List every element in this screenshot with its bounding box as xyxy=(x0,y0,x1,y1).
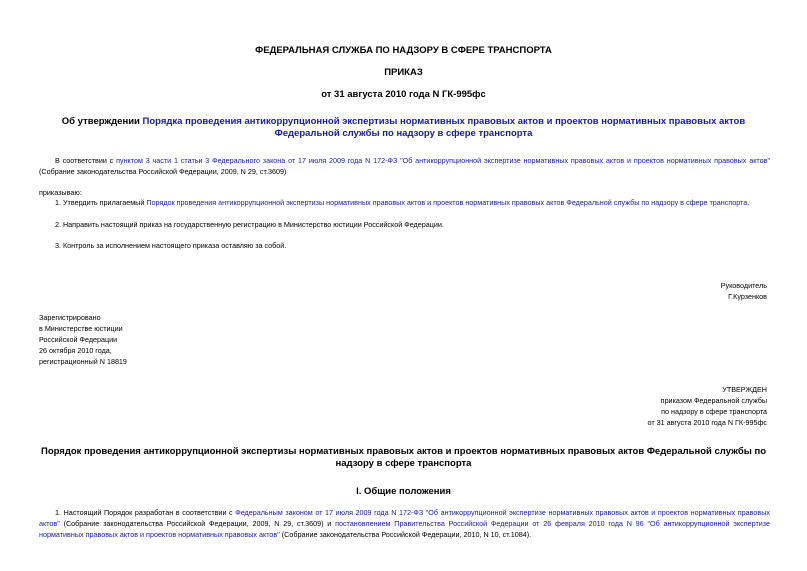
order-word: приказываю: xyxy=(39,188,82,197)
registration-line-3: Российской Федерации xyxy=(39,335,118,344)
doc-type-heading: ПРИКАЗ xyxy=(384,67,423,78)
section-1-p1-law-link[interactable]: Федеральным законом от 17 июля 2009 года N 172-ФЗ "Об антикоррупционной экспертизе нормативных правовых актов и проектов нормативных правовых актов" xyxy=(39,508,770,528)
section-1-title: I. Общие положения xyxy=(356,486,451,497)
signature-role: Руководитель xyxy=(720,281,767,290)
order-title-prefix: Об утверждении xyxy=(61,116,143,127)
order-item-1 xyxy=(55,197,775,208)
preamble-law-link[interactable]: пунктом 3 части 1 статьи 3 Федерального закона от 17 июля 2009 года N 172-ФЗ "Об антикоррупционной экспертизе нормативных правовых актов и проектов нормативных правовых актов" xyxy=(116,156,770,165)
preamble-text-start: В соответствии с xyxy=(55,156,117,165)
section-1-paragraph-1 xyxy=(39,507,770,540)
order-title-link[interactable]: Порядка проведения антикоррупционной экспертизы нормативных правовых актов и проектов нормативных правовых актов Федеральной службы по надзору в сфере транспорта xyxy=(142,116,746,139)
order-date-number: от 31 августа 2010 года N ГК-995фс xyxy=(321,89,486,100)
registration-line-2: в Министерстве юстиции xyxy=(39,324,123,333)
section-1-p1-text-1: 1. Настоящий Порядок разработан в соответствии с xyxy=(55,508,236,517)
preamble-paragraph xyxy=(39,155,770,177)
approved-line-4: от 31 августа 2010 года N ГК-995фс xyxy=(647,418,767,427)
agency-heading: ФЕДЕРАЛЬНАЯ СЛУЖБА ПО НАДЗОРУ В СФЕРЕ ТРАНСПОРТА xyxy=(255,45,552,56)
registration-line-4: 26 октября 2010 года, xyxy=(39,346,112,355)
order-title xyxy=(50,116,757,140)
approved-line-1: УТВЕРЖДЕН xyxy=(722,385,767,394)
order-item-2: 2. Направить настоящий приказ на государственную регистрацию в Министерство юстиции Российской Федерации. xyxy=(55,220,444,229)
signature-name: Г.Курзенков xyxy=(728,292,767,301)
section-1-p1-decree-link[interactable]: постановлением Правительства Российской Федерации от 26 февраля 2010 года N 96 "Об антикоррупционной экспертизе нормативных правовых актов и проектов нормативных правовых актов" xyxy=(39,519,771,539)
procedure-title: Порядок проведения антикоррупционной экспертизы нормативных правовых актов и проектов нормативных правовых актов Федеральной службы по надзору в сфере транспорта xyxy=(40,446,766,469)
preamble-text-end: (Собрание законодательства Российской Федерации, 2009, N 29, ст.3609) xyxy=(39,167,287,176)
order-item-1-text: 1. Утвердить прилагаемый xyxy=(55,198,147,207)
order-item-3: 3. Контроль за исполнением настоящего приказа оставляю за собой. xyxy=(55,241,287,250)
order-item-1-link[interactable]: Порядок проведения антикоррупционной экспертизы нормативных правовых актов и проектов нормативных правовых актов Федеральной службы по надзору в сфере транспорта xyxy=(146,198,748,207)
section-1-p1-text-3: (Собрание законодательства Российской Федерации, 2010, N 10, ст.1084). xyxy=(279,530,532,539)
registration-line-1: Зарегистрировано xyxy=(39,313,101,322)
approved-line-2: приказом Федеральной службы xyxy=(660,396,767,405)
section-1-p1-text-2: (Собрание законодательства Российской Федерации, 2009, N 29, ст.3609) и xyxy=(59,519,336,528)
approved-line-3: по надзору в сфере транспорта xyxy=(661,407,767,416)
registration-line-5: регистрационный N 18819 xyxy=(39,357,127,366)
order-item-1-end: . xyxy=(747,198,750,207)
